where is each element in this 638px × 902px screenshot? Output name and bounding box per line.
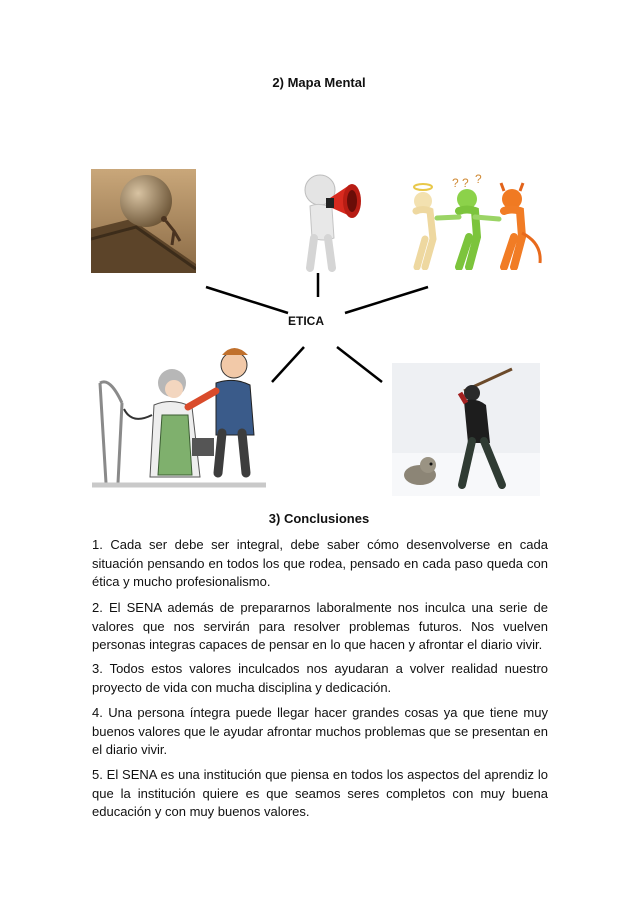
conclusion-paragraph-5: 5. El SENA es una institución que piensa en todos los aspectos del aprendiz lo que la institución quiere es que seamos seres completos con muy buena educación y con muy buenos valores. xyxy=(92,767,548,819)
svg-text:?: ? xyxy=(475,173,482,186)
svg-text:? ?: ? ? xyxy=(452,176,469,190)
conclusion-paragraph-2: 2. El SENA además de prepararnos laboralmente nos inculca una serie de valores que nos servirán para resolver problemas futuros. Nos vuelven personas integras capaces de pensar en lo que hacen y afrontar el diario vivir. xyxy=(92,600,548,652)
connector-line-top-right xyxy=(345,287,428,313)
conclusion-paragraph-4: 4. Una persona íntegra puede llegar hacer grandes cosas ya que tiene muy buenos valores que le ayudar afrontar muchos problemas que se presentan en el diario vivir. xyxy=(92,705,548,757)
helping-elderly-image xyxy=(92,343,266,493)
conclusion-paragraph-1: 1. Cada ser debe ser integral, debe saber cómo desenvolverse en cada situación pensando en todos los que rodea, pensado en cada paso queda con ética y mucho profesionalismo. xyxy=(92,537,548,589)
section-title-mapa-mental: 2) Mapa Mental xyxy=(272,75,366,90)
mindmap-center-label: ETICA xyxy=(288,314,324,328)
conclusion-paragraph-3: 3. Todos estos valores inculcados nos ayudaran a volver realidad nuestro proyecto de vida con mucha disciplina y dedicación. xyxy=(92,661,548,695)
connector-line-top-left xyxy=(206,287,288,313)
connector-line-bottom-right xyxy=(337,347,382,382)
seal-hunting-image xyxy=(392,363,540,496)
connector-line-bottom-left xyxy=(272,347,304,382)
section-title-conclusiones: 3) Conclusiones xyxy=(268,511,370,526)
